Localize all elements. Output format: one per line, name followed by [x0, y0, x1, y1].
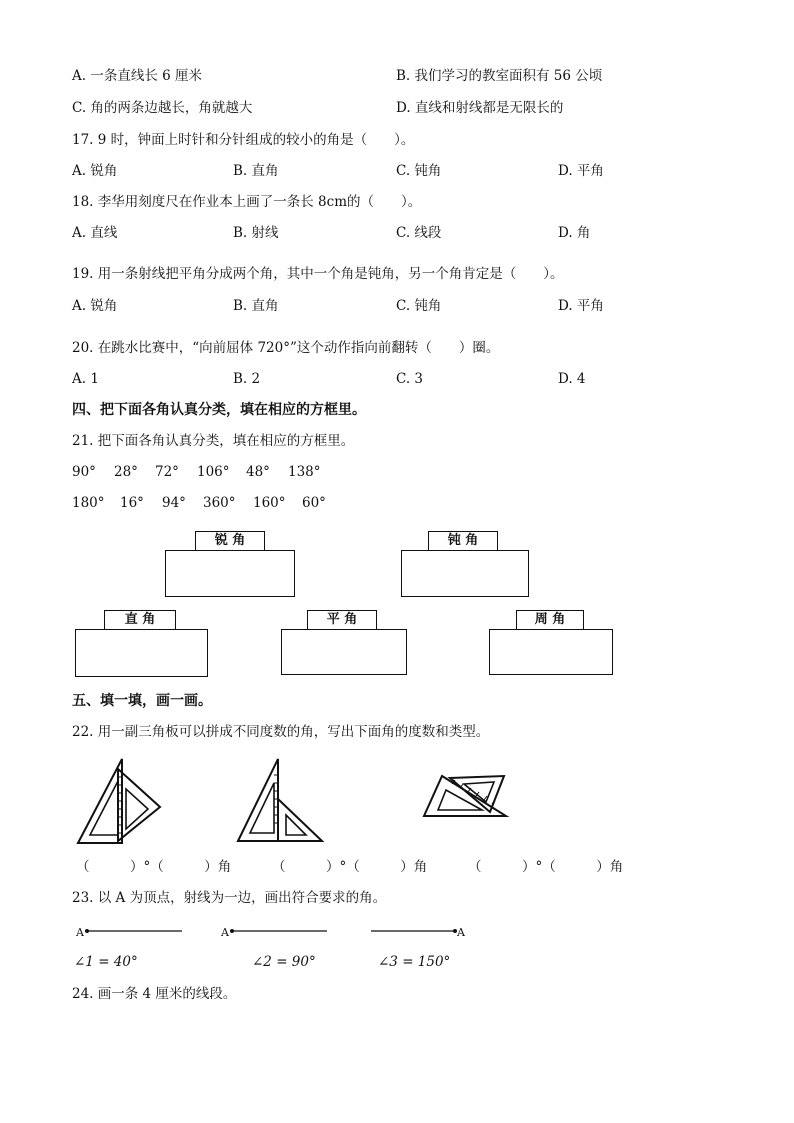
q18-option-c: C. 线段: [396, 225, 442, 241]
q16-option-b: B. 我们学习的教室面积有 56 公顷: [396, 68, 603, 84]
q24-stem: 24. 画一条 4 厘米的线段。: [72, 986, 237, 1002]
q22-stem: 22. 用一副三角板可以拼成不同度数的角，写出下面角的度数和类型。: [72, 724, 490, 740]
angle-value: 60°: [302, 495, 326, 511]
q21-stem: 21. 把下面各角认真分类，填在相应的方框里。: [72, 433, 355, 449]
section-5-heading: 五、填一填，画一画。: [72, 693, 212, 709]
obtuse-angle-label: 钝 角: [428, 531, 498, 552]
q19-option-d: D. 平角: [558, 298, 604, 314]
ray-1-vertex-label: A: [76, 926, 84, 939]
right-angle-box[interactable]: [75, 629, 208, 677]
ray-2-vertex-label: A: [221, 926, 229, 939]
q23-stem: 23. 以 A 为顶点，射线为一边，画出符合要求的角。: [72, 890, 387, 906]
q16-option-a: A. 一条直线长 6 厘米: [72, 68, 203, 84]
straight-angle-label: 平 角: [307, 610, 377, 631]
triangle-rulers-figure-3: [420, 770, 512, 822]
q19-stem: 19. 用一条射线把平角分成两个角，其中一个角是钝角，另一个角肯定是（ ）。: [72, 266, 564, 282]
right-angle-label: 直 角: [104, 610, 176, 631]
triangle-rulers-figure-1: [74, 755, 166, 847]
q16-option-c: C. 角的两条边越长，角就越大: [72, 100, 253, 116]
q20-option-c: C. 3: [396, 371, 424, 387]
q17-option-b: B. 直角: [233, 163, 279, 179]
straight-angle-box[interactable]: [281, 629, 407, 675]
angle-value: 48°: [246, 464, 270, 480]
q19-option-c: C. 钝角: [396, 298, 442, 314]
angle-value: 90°: [72, 464, 96, 480]
q17-option-c: C. 钝角: [396, 163, 442, 179]
ray-2: [229, 926, 329, 936]
angle-3-requirement: ∠3 = 150°: [378, 954, 451, 970]
q18-option-a: A. 直线: [72, 225, 118, 241]
q18-stem: 18. 李华用刻度尺在作业本上画了一条长 8cm的（ ）。: [72, 194, 422, 210]
q20-option-d: D. 4: [558, 371, 586, 387]
ray-3: [370, 926, 458, 936]
full-angle-label: 周 角: [516, 610, 584, 631]
q22-answer-blank-1[interactable]: （ ）°（ ）角: [76, 859, 232, 875]
q19-option-b: B. 直角: [233, 298, 279, 314]
q20-stem: 20. 在跳水比赛中，“向前屈体 720°”这个动作指向前翻转（ ）圈。: [72, 340, 500, 356]
angle-value: 28°: [114, 464, 138, 480]
q17-option-d: D. 平角: [558, 163, 604, 179]
q22-answer-blank-3[interactable]: （ ）°（ ）角: [468, 859, 624, 875]
q19-option-a: A. 锐角: [72, 298, 118, 314]
ray-3-vertex-label: A: [457, 926, 465, 939]
q16-option-d: D. 直线和射线都是无限长的: [396, 100, 564, 116]
ray-1: [84, 926, 184, 936]
angle-value: 160°: [253, 495, 286, 511]
triangle-rulers-figure-2: [234, 755, 326, 847]
angle-2-requirement: ∠2 = 90°: [252, 954, 316, 970]
angle-value: 106°: [197, 464, 230, 480]
angle-1-requirement: ∠1 = 40°: [74, 954, 138, 970]
q20-option-a: A. 1: [72, 371, 99, 387]
q18-option-b: B. 射线: [233, 225, 279, 241]
section-4-heading: 四、把下面各角认真分类，填在相应的方框里。: [72, 402, 366, 418]
acute-angle-label: 锐 角: [195, 531, 265, 552]
angle-value: 94°: [162, 495, 186, 511]
full-angle-box[interactable]: [489, 629, 613, 675]
angle-value: 16°: [120, 495, 144, 511]
angle-value: 180°: [72, 495, 105, 511]
q20-option-b: B. 2: [233, 371, 261, 387]
q22-answer-blank-2[interactable]: （ ）°（ ）角: [272, 859, 428, 875]
obtuse-angle-box[interactable]: [401, 550, 529, 597]
angle-value: 138°: [288, 464, 321, 480]
angle-value: 72°: [155, 464, 179, 480]
acute-angle-box[interactable]: [165, 550, 295, 597]
q18-option-d: D. 角: [558, 225, 591, 241]
angle-value: 360°: [203, 495, 236, 511]
q17-option-a: A. 锐角: [72, 163, 118, 179]
q17-stem: 17. 9 时，钟面上时针和分针组成的较小的角是（ ）。: [72, 132, 415, 148]
